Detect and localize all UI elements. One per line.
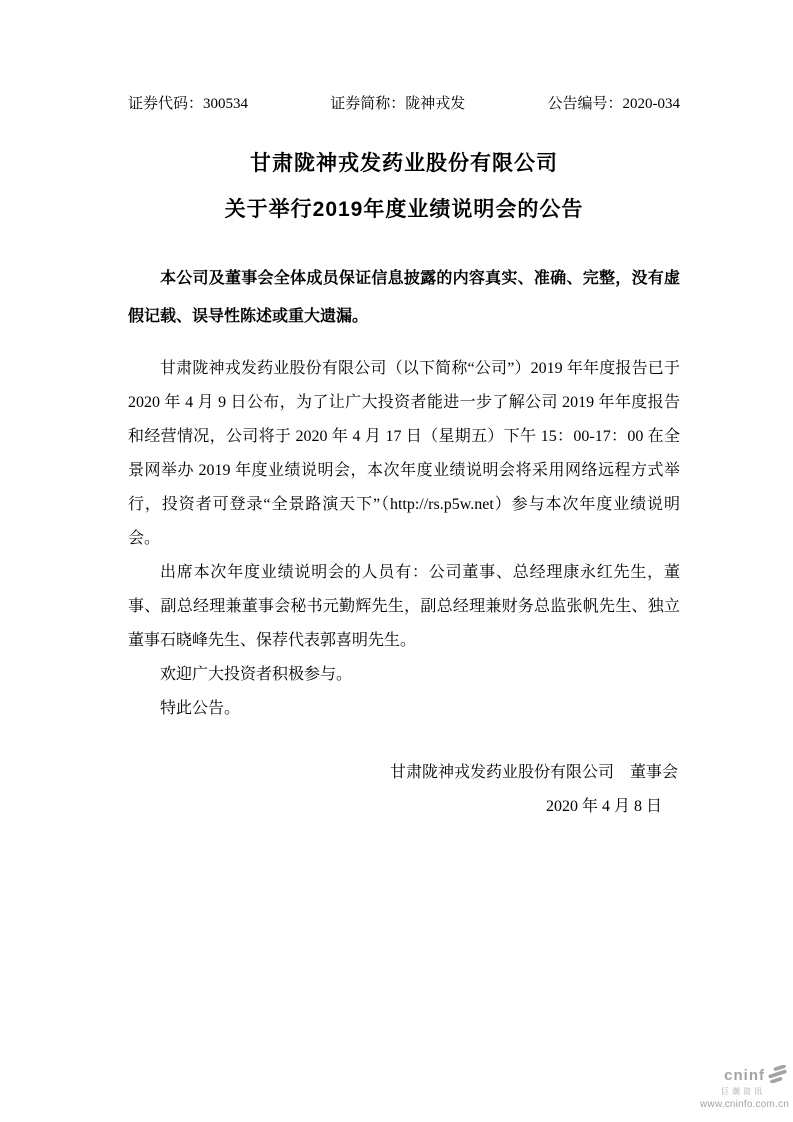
cninfo-swirl-icon bbox=[767, 1065, 789, 1088]
stock-code: 证券代码：300534 bbox=[128, 96, 249, 112]
document-content bbox=[128, 94, 680, 824]
stock-abbreviation: 证券简称：陇神戎发 bbox=[330, 96, 466, 112]
cninfo-url: www.cninfo.com.cn bbox=[700, 1099, 789, 1110]
securities-header-row bbox=[128, 94, 680, 114]
company-title: 甘肃陇神戎发药业股份有限公司 bbox=[250, 152, 558, 175]
cninfo-watermark bbox=[700, 1065, 789, 1110]
announcement-title: 关于举行2019年度业绩说明会的公告 bbox=[224, 198, 584, 221]
cninfo-chinese-name: 巨潮资讯 bbox=[721, 1087, 765, 1097]
cninfo-brand-row bbox=[700, 1065, 789, 1088]
announcement-number: 公告编号：2020-034 bbox=[547, 96, 680, 112]
cninfo-brand-text: cninf bbox=[724, 1066, 765, 1084]
closing-line-welcome: 欢迎广大投资者积极参与。 bbox=[160, 666, 353, 683]
body-paragraph-2: 出席本次年度业绩说明会的人员有：公司董事、总经理康永红先生，董事、副总经理兼董事会秘书元勤辉先生，副总经理兼财务总监张帆先生、独立董事石晓峰先生、保荐代表郭喜明先生。 bbox=[128, 564, 680, 649]
body-paragraph-1: 甘肃陇神戎发药业股份有限公司（以下简称“公司”）2019 年年度报告已于 2020 年 4 月 9 日公布，为了让广大投资者能进一步了解公司 2019 年年度报告和经营情况，公司将于 2020 年 4 月 17 日（星期五）下午 15：00-17：00 在全景网举办 2019 年度业绩说明会，本次年度业绩说明会将采用网络远程方式举行，投资者可登录“全景路演天下”（http://rs.p5w.net）参与本次年度业绩说明会。 bbox=[128, 360, 680, 547]
disclaimer-paragraph: 本公司及董事会全体成员保证信息披露的内容真实、准确、完整，没有虚假记载、误导性陈述或重大遗漏。 bbox=[128, 270, 680, 325]
signature-company-line: 甘肃陇神戎发药业股份有限公司 董事会 bbox=[389, 764, 678, 781]
signature-date-line: 2020 年 4 月 8 日 bbox=[545, 798, 662, 815]
closing-line-notice: 特此公告。 bbox=[160, 700, 241, 717]
